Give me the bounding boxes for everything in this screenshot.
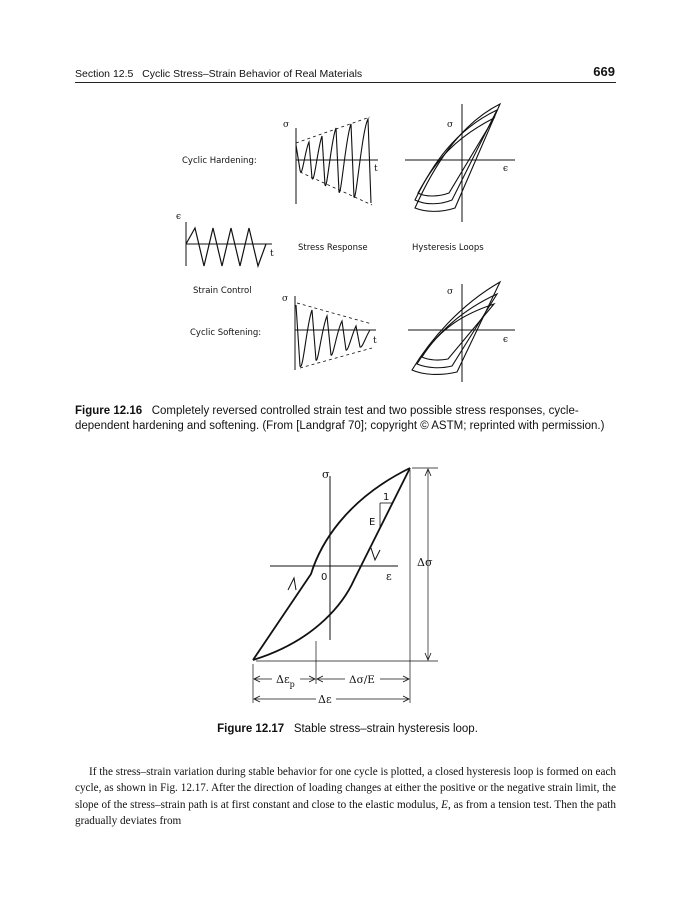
loading-arrow [288, 578, 296, 590]
softening-loop-sigma: σ [447, 287, 454, 297]
body-paragraph: If the stress–strain variation during stable behavior for one cycle is plotted, a closed hysteresis loop is formed on each cycle, as shown in Fig. 12.17. After the direction of loading changes at either the positive or the negative strain limit, the slope of the stress–strain path is at first constant and close to the elastic modulus, E, as from a tension test. Then the path gradually deviates from [75, 766, 617, 828]
origin-label: 0 [321, 572, 328, 583]
loop-sigma-label: σ [322, 468, 330, 481]
figure-12-17-caption-text: Stable stress–strain hysteresis loop. [293, 723, 478, 735]
label-strain-control: Strain Control [193, 286, 252, 296]
figure-12-16-number: Figure 12.16 [75, 405, 143, 417]
header-section: Section 12.5 [75, 68, 134, 80]
strain-axis-t: t [270, 249, 274, 259]
delta-eps-p-label: $\Delta\varepsilon_p$ [276, 673, 295, 689]
softening-t: t [373, 336, 377, 346]
label-cyclic-softening: Cyclic Softening: [190, 328, 262, 338]
softening-loop-epsilon: ϵ [503, 335, 509, 345]
page-number: 669 [593, 64, 615, 79]
hardening-loop-epsilon: ϵ [503, 164, 509, 174]
delta-sigma-over-e-label: Δσ/E [349, 674, 375, 686]
modulus-label: E [369, 517, 376, 528]
figure-12-16-caption-text: Completely reversed controlled strain test and two possible stress responses, cycle-dependent hardening and softening. (From [Landgraf 70]; copyright © ASTM; reprinted with permission.) [75, 405, 605, 432]
label-stress-response: Stress Response [298, 243, 368, 253]
label-cyclic-hardening: Cyclic Hardening: [182, 156, 257, 166]
hardening-t: t [374, 164, 378, 174]
figure-12-17-caption [75, 723, 620, 735]
slope-one-label: 1 [383, 492, 390, 503]
loop-epsilon-label: ε [386, 570, 392, 583]
header-title: Cyclic Stress–Strain Behavior of Real Materials [142, 68, 363, 80]
label-hysteresis-loops: Hysteresis Loops [412, 243, 484, 253]
hardening-sigma: σ [283, 120, 290, 130]
strain-axis-epsilon: ϵ [176, 212, 182, 222]
unloading-arrow [371, 548, 380, 560]
softening-sigma: σ [282, 294, 289, 304]
figure-12-17-number: Figure 12.17 [217, 723, 285, 735]
delta-eps-label: Δε [318, 693, 332, 706]
delta-sigma-label: Δσ [417, 556, 433, 569]
hardening-loop-sigma: σ [447, 120, 454, 130]
